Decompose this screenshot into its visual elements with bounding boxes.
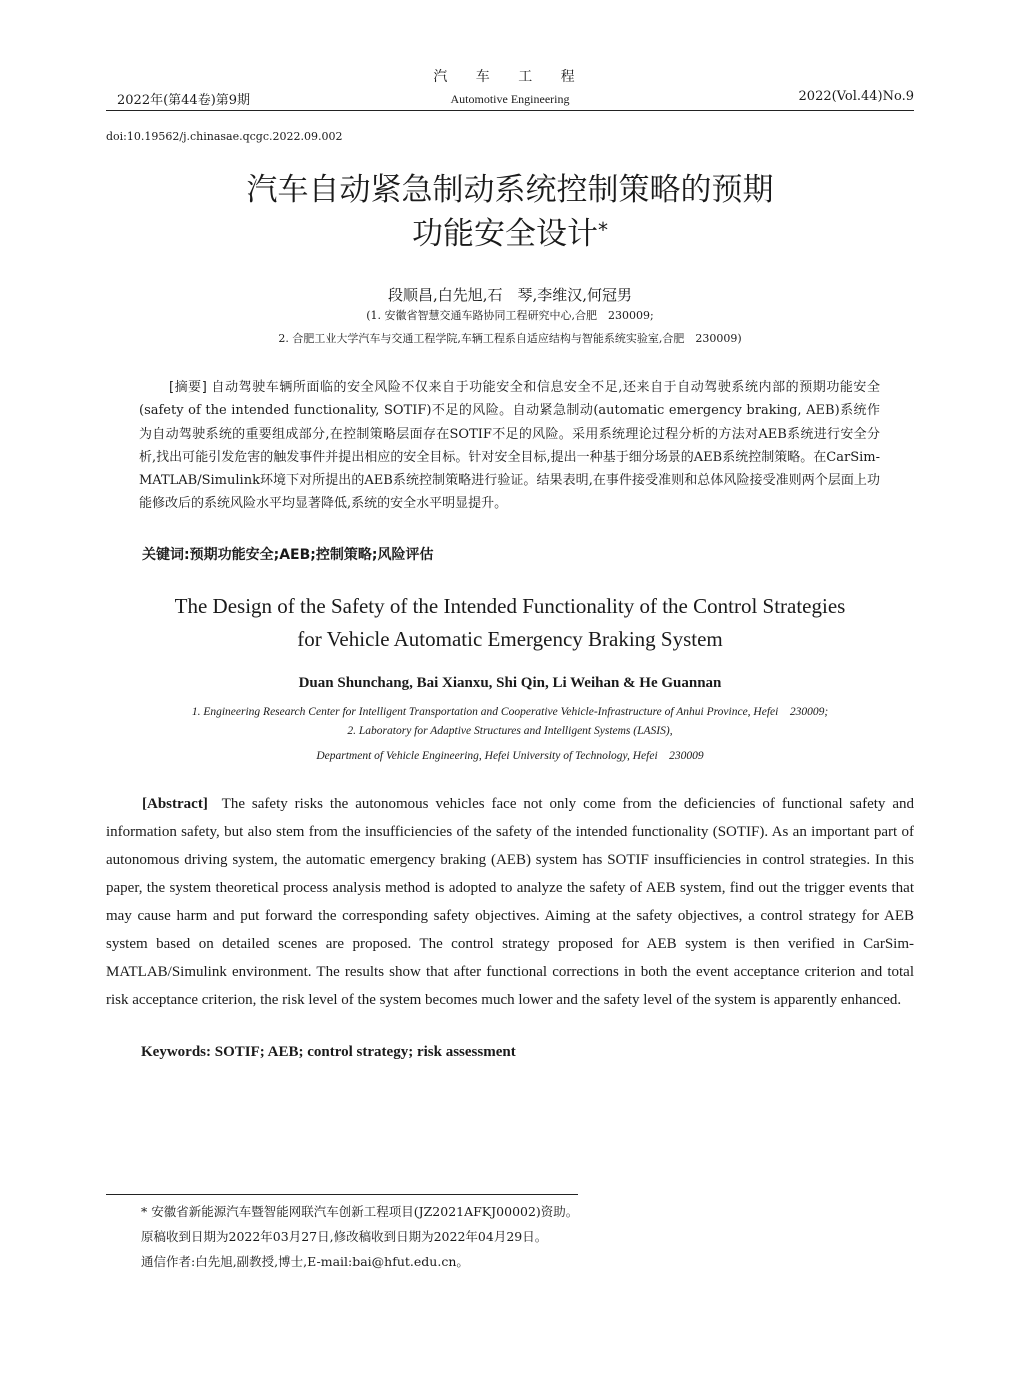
abstract-cn bbox=[139, 376, 880, 516]
journal-name-cn: 汽 车 工 程 bbox=[433, 69, 587, 85]
affiliation-cn-2: 2. 合肥工业大学汽车与交通工程学院,车辆工程系自适应结构与智能系统实验室,合肥 230009) bbox=[278, 332, 742, 345]
abstract-en bbox=[106, 790, 914, 1014]
keywords-en: Keywords: SOTIF; AEB; control strategy; risk assessment bbox=[141, 1044, 516, 1060]
authors-cn: 段顺昌,白先旭,石 琴,李维汉,何冠男 bbox=[387, 286, 633, 304]
title-en-line1: The Design of the Safety of the Intended Functionality of the Control Strategies bbox=[174, 594, 846, 618]
title-footnote-mark: * bbox=[598, 218, 608, 242]
title-cn-line2: 功能安全设计 bbox=[412, 216, 598, 252]
footnote-rule bbox=[106, 1194, 578, 1195]
keywords-cn: 关键词:预期功能安全;AEB;控制策略;风险评估 bbox=[142, 547, 434, 563]
abstract-en-label: [Abstract] bbox=[142, 796, 208, 812]
affiliation-en-2: 2. Laboratory for Adaptive Structures and Intelligent Systems (LASIS), bbox=[347, 725, 673, 737]
footnote-funding: * 安徽省新能源汽车暨智能网联汽车创新工程项目(JZ2021AFKJ00002)资助。 bbox=[141, 1204, 579, 1219]
issue-cn: 2022年(第44卷)第9期 bbox=[117, 93, 251, 108]
title-cn-line2-wrap bbox=[0, 212, 1020, 256]
abstract-cn-text: 自动驾驶车辆所面临的安全风险不仅来自于功能安全和信息安全不足,还来自于自动驾驶系统内部的预期功能安全(safety of the intended functionality, SOTIF)不足的风险。自动紧急制动(automatic emergency braking, AEB)系统作为自动驾驶系统的重要组成部分,在控制策略层面存在SOTIF不足的风险。采用系统理论过程分析的方法对AEB系统进行安全分析,找出可能引发危害的触发事件并提出相应的安全目标。针对安全目标,提出一种基于细分场景的AEB系统控制策略。在CarSim-MATLAB/Simulink环境下对所提出的AEB系统控制策略进行验证。结果表明,在事件接受准则和总体风险接受准则两个层面上功能修改后的系统风险水平均显著降低,系统的安全水平明显提升。 bbox=[139, 380, 880, 512]
affiliation-en-3: Department of Vehicle Engineering, Hefei University of Technology, Hefei 230009 bbox=[316, 750, 704, 762]
doi: doi:10.19562/j.chinasae.qcgc.2022.09.002 bbox=[106, 130, 343, 143]
title-en bbox=[0, 590, 1020, 656]
journal-name-en: Automotive Engineering bbox=[450, 92, 570, 106]
footnote-corresponding: 通信作者:白先旭,副教授,博士,E-mail:bai@hfut.edu.cn。 bbox=[141, 1254, 469, 1269]
title-cn-line1: 汽车自动紧急制动系统控制策略的预期 bbox=[246, 172, 774, 208]
abstract-en-text: The safety risks the autonomous vehicles face not only come from the deficiencies of functional safety and information safety, but also stem from the insufficiencies of the safety of the intended functionality (SOTIF). As an important part of autonomous driving system, the automatic emergency braking (AEB) system has SOTIF insufficiencies in control strategies. In this paper, the system theoretical process analysis method is adopted to analyze the safety of AEB system, find out the trigger events that may cause harm and put forward the corresponding safety objectives. Aiming at the safety objectives, a control strategy for AEB system based on detailed scenes are proposed. The control strategy proposed for AEB system is then verified in CarSim-MATLAB/Simulink environment. The results show that after functional corrections in both the event acceptance criterion and total risk acceptance criterion, the risk level of the system becomes much lower and the safety level of the system is apparently enhanced. bbox=[106, 796, 914, 1008]
authors-en: Duan Shunchang, Bai Xianxu, Shi Qin, Li Weihan & He Guannan bbox=[298, 675, 722, 691]
issue-en: 2022(Vol.44)No.9 bbox=[798, 89, 914, 104]
footnote-dates: 原稿收到日期为2022年03月27日,修改稿收到日期为2022年04月29日。 bbox=[141, 1229, 548, 1244]
title-cn bbox=[0, 168, 1020, 256]
affiliation-en-1: 1. Engineering Research Center for Intelligent Transportation and Cooperative Vehicle-Infrastructure of Anhui Province, Hefei 230009; bbox=[191, 706, 829, 718]
title-en-line2: for Vehicle Automatic Emergency Braking System bbox=[297, 627, 723, 651]
abstract-cn-label: [摘要] bbox=[169, 380, 207, 395]
affiliation-cn-1: (1. 安徽省智慧交通车路协同工程研究中心,合肥 230009; bbox=[366, 309, 654, 322]
header-rule bbox=[106, 110, 914, 111]
